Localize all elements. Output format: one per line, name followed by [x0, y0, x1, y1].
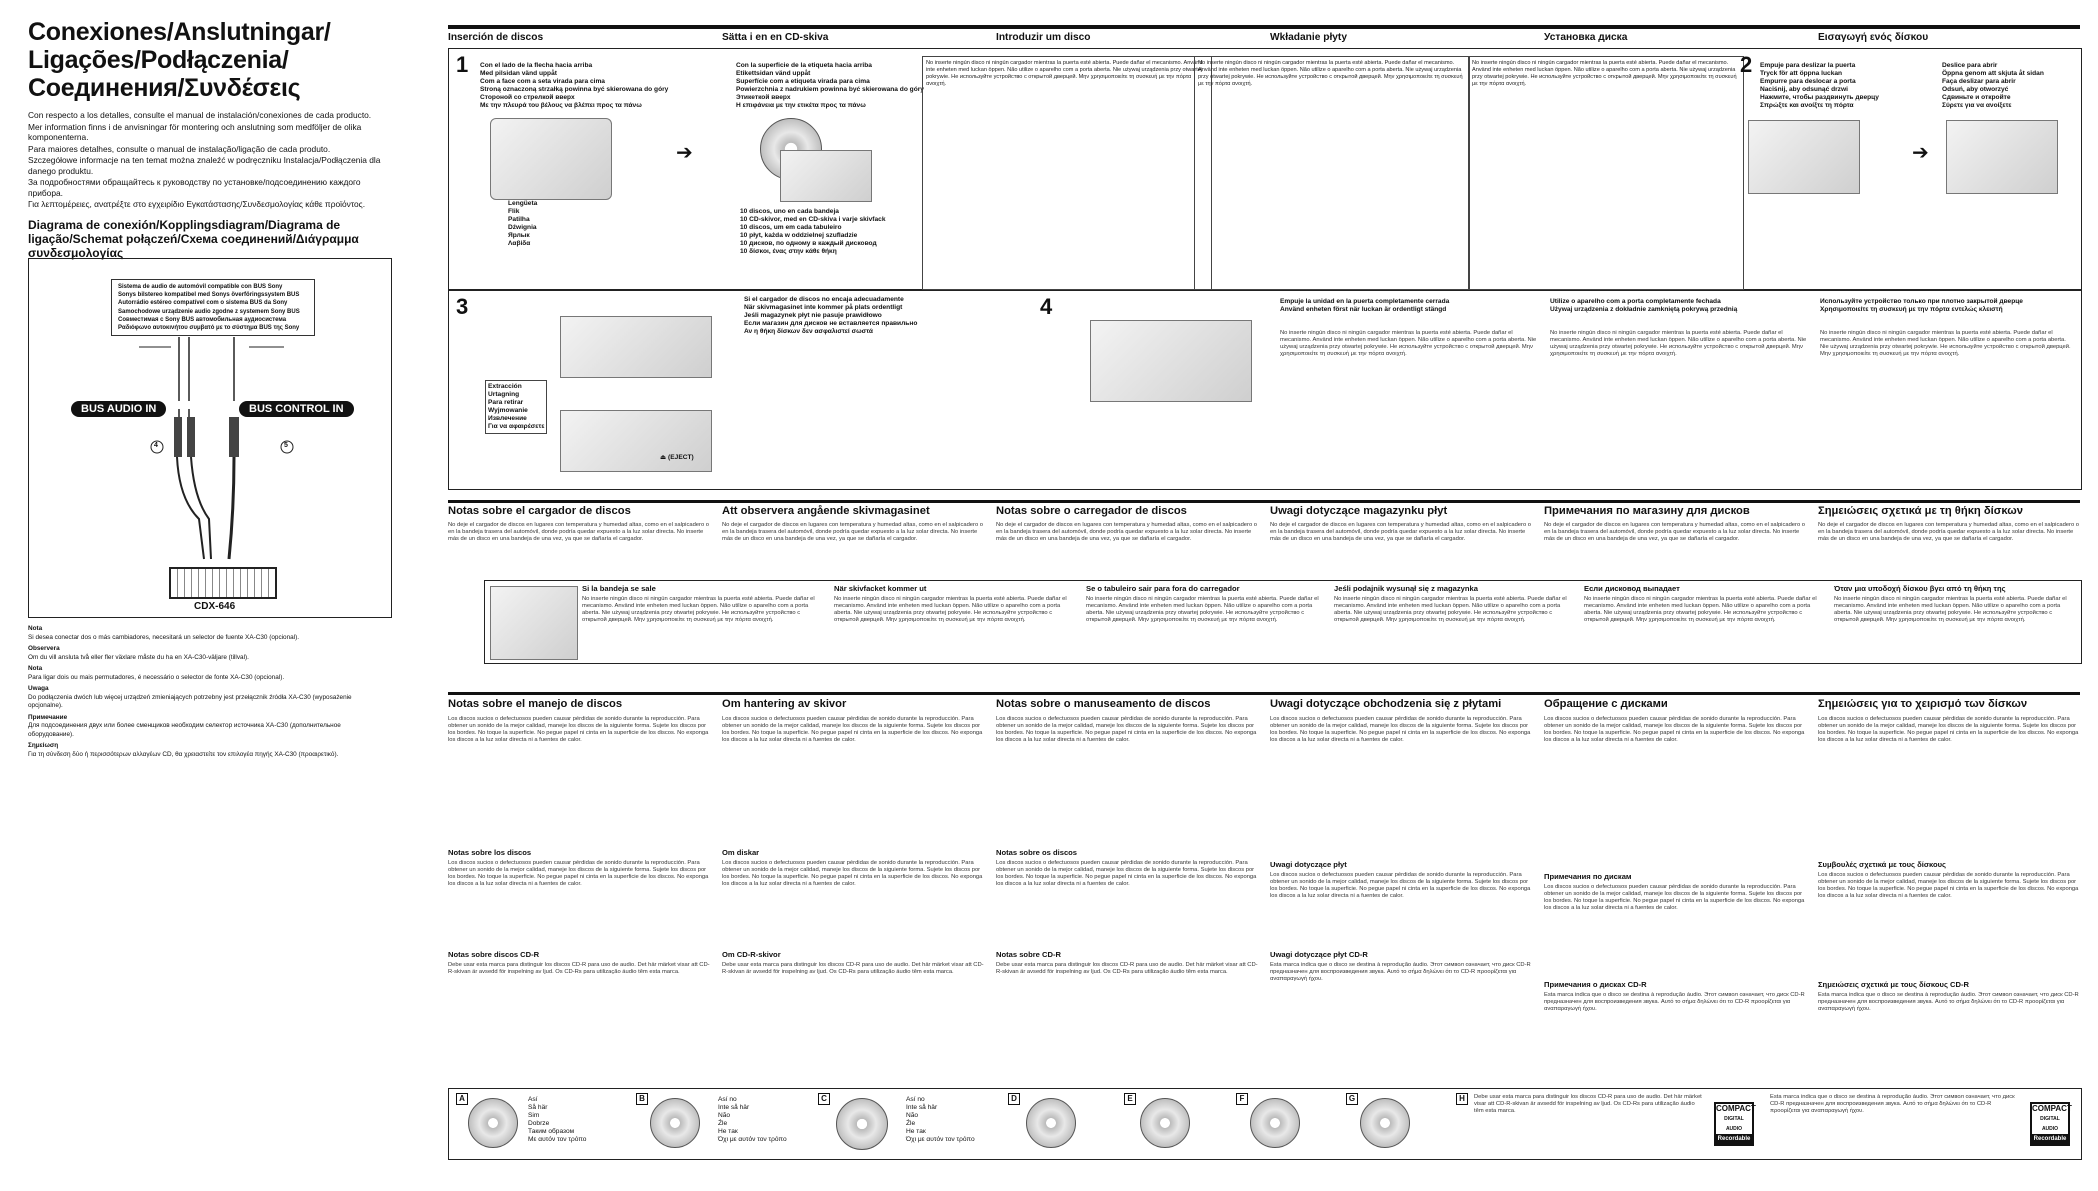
- figure-h-label: H: [1456, 1093, 1468, 1105]
- tray-head-el: Όταν μια υποδοχή δίσκου βγει από τη θήκη της: [1834, 584, 2006, 593]
- magazine-fit-line: När skivmagasinet inte kommer på plats ordentligt: [744, 304, 903, 311]
- step-3-number: 3: [456, 294, 469, 319]
- cd-changer-unit: [169, 567, 277, 599]
- intro-ru: За подробностями обращайтесь к руководству по установке/подсоединению каждого прибора.: [28, 177, 361, 198]
- tray-head-es: Si la bandeja se sale: [582, 584, 656, 593]
- yes-line: Sim: [528, 1112, 540, 1119]
- handling-text: Los discos sucios o defectuosos pueden causar pérdidas de sonido durante la reproducción. Para obtener un sonido de la mejor calidad, maneje los discos de la siguiente forma. Sujete los discos por los bordes. No toque la superficie. No pegue papel ni cinta en la superficie de los discos. No exponga los discos a la luz solar directa ni a fuentes de calor.: [996, 716, 1257, 744]
- discs-subhead: Notas sobre los discos: [448, 848, 532, 857]
- figure-d-label: D: [1008, 1093, 1020, 1105]
- compat-line: Autorrádio estéreo compatível com o sistema BUS da Sony: [118, 300, 288, 307]
- tray-head-pt: Se o tabuleiro sair para fora do carregador: [1086, 584, 1240, 593]
- intro-el: Για λεπτομέρειες, ανατρέξτε στο εγχειρίδιο Εγκατάστασης/Συνδεσμολογίας κάθε προϊόντος.: [28, 199, 366, 209]
- handling-text: Los discos sucios o defectuosos pueden causar pérdidas de sonido durante la reproducción. Para obtener un sonido de la mejor calidad, maneje los discos de la siguiente forma. Sujete los discos por los bordes. No toque la superficie. No pegue papel ni cinta en la superficie de los discos. No exponga los discos a la luz solar directa ni a fuentes de calor.: [448, 716, 709, 744]
- tray-text: No inserte ningún disco ni ningún cargador mientras la puerta esté abierta. Puede dañar el mecanismo. Använd inte enheten med luckan öppen. Não utilize o aparelho com a porta aberta. Nie używaj urządzenia przy otwartej pokrywie. Не используйте устройство с открытой дверцей. Μην χρησιμοποιείτε τη συσκευή με την πόρτα ανοιχτή.: [834, 596, 1067, 624]
- diagram-title: Diagrama de conexión/Kopplingsdiagram/Diagrama de ligação/Schemat połączeń/Схема соединений/Διάγραμμα συνδεσμολογίας: [28, 217, 359, 260]
- cdr-subhead: Notas sobre CD-R: [996, 950, 1061, 959]
- notes-text: No inserte ningún disco ni ningún cargador mientras la puerta esté abierta. Puede dañar el mecanismo. Använd inte enheten med luckan öppen. Não utilize o aparelho com a porta aberta. Nie używaj urządzenia przy otwartej pokrywie. Не используйте устройство с открытой дверцей. Μην χρησιμοποιείτε τη συσκευή με την πόρτα ανοιχτή.: [926, 60, 1203, 87]
- no-line: Όχι με αυτόν τον τρόπο: [906, 1136, 975, 1143]
- figure-a-label: A: [456, 1093, 468, 1105]
- note-text: Om du vill ansluta två eller fler växlare måste du ha en XA-C30-väljare (tillval).: [28, 653, 249, 661]
- section-rule: [448, 692, 2080, 695]
- left-notes: [28, 622, 383, 759]
- note-heading: Примечание: [28, 713, 68, 721]
- note-heading: Uwaga: [28, 685, 49, 692]
- extraction-line: Urtagning: [488, 391, 520, 398]
- yes-line: Así: [528, 1096, 538, 1103]
- door-line: Empuje para deslizar la puerta: [1760, 62, 1856, 69]
- magazine-head-pl: Uwagi dotyczące magazynku płyt: [1270, 505, 1448, 517]
- title-line: Ligações/Podłączenia/: [28, 46, 289, 74]
- note-text: Si desea conectar dos o más cambiadores, necesitará un selector de fuente XA-C30 (opcional).: [28, 633, 300, 641]
- step1-line: Με την πλευρά του βέλους να βλέπει προς τα πάνω: [480, 102, 642, 109]
- label-side-line: Η επιφάνεια με την ετικέτα προς τα πάνω: [736, 102, 866, 109]
- no-line: Inte så här: [906, 1104, 938, 1111]
- handling-head-ru: Обращение с дисками: [1544, 698, 1668, 710]
- step1-line: Стороной со стрелкой вверх: [480, 94, 575, 101]
- arrow-right-icon: ➔: [676, 142, 693, 164]
- bus-control-in-label: BUS CONTROL IN: [239, 401, 354, 417]
- disc-e-illustration: [1140, 1098, 1190, 1148]
- extraction-line: Για να αφαιρέσετε: [488, 423, 545, 430]
- arrow-right-icon: ➔: [1912, 142, 1929, 164]
- compat-line: Sistema de audio de automóvil compatible con BUS Sony: [118, 284, 283, 290]
- cdr-text: Debe usar esta marca para distinguir los discos CD-R para uso de audio. Det här märket visar att CD-R-skivan är avsedd för inspelning av ljud. Os CD-Rs para utilização áudio têm esta marca.: [448, 962, 710, 976]
- figure-c-label: C: [818, 1093, 830, 1105]
- intro-sv: Mer information finns i de anvisningar för montering och anslutning som medföljer de olika komponenterna.: [28, 121, 362, 142]
- left-column: [28, 18, 388, 260]
- extraction-line: Para retirar: [488, 399, 524, 406]
- tray-text: No inserte ningún disco ni ningún cargador mientras la puerta esté abierta. Puede dañar el mecanismo. Använd inte enheten med luckan öppen. Não utilize o aparelho com a porta aberta. Nie używaj urządzenia przy otwartej pokrywie. Не используйте устройство с открытой дверцей. Μην χρησιμοποιείτε τη συσκευή με την πόρτα ανοιχτή.: [1086, 596, 1319, 624]
- door-line: Σπρώξτε και ανοίξτε τη πόρτα: [1760, 102, 1854, 109]
- unit-insert-magazine-illustration: [560, 316, 712, 378]
- unit-eject-illustration: [560, 410, 712, 472]
- discs-text: Los discos sucios o defectuosos pueden causar pérdidas de sonido durante la reproducción. Para obtener un sonido de la mejor calidad, maneje los discos de la siguiente forma. Sujete los discos por los bordes. No toque la superficie. No pegue papel ni cinta en la superficie de los discos. No exponga los discos a la luz solar directa ni a fuentes de calor.: [1818, 872, 2079, 900]
- note-heading: Nota: [28, 665, 43, 672]
- magazine-head-ru: Примечания по магазину для дисков: [1544, 505, 1750, 517]
- model-label: CDX-646: [194, 601, 236, 612]
- header-insert-pt: Introduzir um disco: [996, 32, 1091, 43]
- label-side-line: Etikettsidan vänd uppåt: [736, 70, 811, 77]
- discs-text: Los discos sucios o defectuosos pueden causar pérdidas de sonido durante la reproducción. Para obtener un sonido de la mejor calidad, maneje los discos de la siguiente forma. Sujete los discos por los bordes. No toque la superficie. No pegue papel ni cinta en la superficie de los discos. No exponga los discos a la luz solar directa ni a fuentes de calor.: [996, 860, 1257, 888]
- cdr-subhead: Примечания о дисках CD-R: [1544, 980, 1647, 989]
- tab-label: Ярлык: [508, 232, 530, 239]
- intro-text: [28, 110, 388, 210]
- step-1-number: 1: [456, 52, 469, 77]
- header-insert-el: Εισαγωγή ενός δίσκου: [1818, 32, 1929, 43]
- disc-count-line: 10 дисков, по одному в каждый дисковод: [740, 240, 877, 247]
- tab-label: Flik: [508, 208, 520, 215]
- disc-count-lines: [740, 208, 886, 256]
- disc-count-line: 10 CD-skivor, med en CD-skiva i varje skivfack: [740, 216, 886, 223]
- magazine-open-illustration: [780, 150, 872, 202]
- step4-head: Używaj urządzenia z dokładnie zamkniętą pokrywą przednią: [1550, 306, 1738, 313]
- no-lines: [718, 1096, 787, 1144]
- step4-head: Используйте устройство только при плотно закрытой дверце: [1820, 298, 2023, 305]
- no-line: Não: [906, 1112, 919, 1119]
- note-text: Do podłączenia dwóch lub więcej urządzeń zmieniających potrzebny jest przełącznik źródła XA-C30 (wyposażenie opcjonalne).: [28, 693, 352, 709]
- unit-door-open-illustration: [1946, 120, 2058, 194]
- magazine-fit-lines: [744, 296, 917, 336]
- bus-audio-in-label: BUS AUDIO IN: [71, 401, 166, 417]
- note-text: Para ligar dois ou mais permutadores, é necessário o selector de fonte XA-C30 (opcional).: [28, 673, 285, 681]
- cdr-text: Esta marca indica que o disco se destina à reprodução áudio. Этот символ означает, что диск CD-R предназначен для воспроизведения звука. Αυτό το σήμα δηλώνει ότι το CD-R προορίζεται για αναπαραγωγή ήχου.: [1544, 992, 1805, 1013]
- disc-g-illustration: [1360, 1098, 1410, 1148]
- yes-line: Таким образом: [528, 1128, 575, 1135]
- no-line: Не так: [718, 1128, 738, 1135]
- note-text: Для подсоединения двух или более сменщиков необходим селектор источника XA-C30 (дополнительное оборудование).: [28, 722, 341, 738]
- intro-es: Con respecto a los detalles, consulte el manual de instalación/conexiones de cada producto.: [28, 110, 372, 120]
- cdr-mark-text: Debe usar esta marca para distinguir los discos CD-R para uso de audio. Det här märket visar att CD-R-skivan är avsedd för inspelning av ljud. Os CD-Rs para utilização áudio têm esta marca.: [1474, 1094, 1702, 1115]
- tab-label: Λαβίδα: [508, 240, 531, 247]
- no-lines-2: [906, 1096, 975, 1144]
- no-line: Źle: [906, 1120, 916, 1127]
- magazine-text: No deje el cargador de discos en lugares con temperatura y humedad altas, como en el salpicadero o en la bandeja trasera del automóvil, donde podría quedar expuesto a la luz solar directa. No inserte más de un disco en una bandeja de una vez, ya que se dañaría el cargador.: [1270, 522, 1532, 543]
- notes-box-ru: [1468, 56, 1744, 290]
- cdr-mark-text: Esta marca indica que o disco se destina à reprodução áudio. Этот символ означает, что диск CD-R предназначен для воспроизведения звука. Αυτό το σήμα δηλώνει ότι το CD-R προορίζεται για αναπαραγωγή ήχου.: [1770, 1094, 2015, 1115]
- disc-f-illustration: [1250, 1098, 1300, 1148]
- label-side-line: Con la superficie de la etiqueta hacia arriba: [736, 62, 872, 69]
- handling-head-el: Σημειώσεις για το χειρισμό των δίσκων: [1818, 698, 2028, 710]
- magazine-head-pt: Notas sobre o carregador de discos: [996, 505, 1187, 517]
- compat-line: Samochodowe urządzenie audio zgodne z systemem Sony BUS: [118, 308, 300, 315]
- intro-pl: Szczegółowe informacje na ten temat można znaleźć w podręczniku Instalacja/Podłączenia dla danego produktu.: [28, 155, 381, 176]
- step-4-number: 4: [1040, 294, 1053, 319]
- door-close-line: Σύρετε για να ανοίξετε: [1942, 102, 2012, 109]
- intro-pt: Para maiores detalhes, consulte o manual de instalação/ligação de cada produto.: [28, 143, 331, 154]
- handling-text: Los discos sucios o defectuosos pueden causar pérdidas de sonido durante la reproducción. Para obtener un sonido de la mejor calidad, maneje los discos de la siguiente forma. Sujete los discos por los bordes. No toque la superficie. No pegue papel ni cinta en la superficie de los discos. No exponga los discos a la luz solar directa ni a fuentes de calor.: [1818, 716, 2079, 744]
- handling-head-es: Notas sobre el manejo de discos: [448, 698, 623, 710]
- figure-g-label: G: [1346, 1093, 1358, 1105]
- compat-line: Совместимая с Sony BUS автомобильная аудиосистема: [118, 316, 287, 323]
- discs-subhead: Примечания по дискам: [1544, 872, 1632, 881]
- no-line: Não: [718, 1112, 731, 1119]
- cable-drawing: [29, 259, 391, 617]
- cdr-subhead: Notas sobre discos CD-R: [448, 950, 540, 959]
- step4-head: Använd enheten först när luckan är ordentligt stängd: [1280, 306, 1447, 313]
- cdr-text: Esta marca indica que o disco se destina à reprodução áudio. Этот символ означает, что диск CD-R предназначен для воспроизведения звука. Αυτό το σήμα δηλώνει ότι το CD-R προορίζεται για αναπαραγωγή ήχου.: [1818, 992, 2079, 1013]
- magazine-fit-line: Αν η θήκη δίσκων δεν ασφαλιστεί σωστά: [744, 328, 873, 335]
- header-insert-es: Inserción de discos: [448, 32, 544, 43]
- disc-tape-illustration: [836, 1098, 888, 1150]
- tray-text: No inserte ningún disco ni ningún cargador mientras la puerta esté abierta. Puede dañar el mecanismo. Använd inte enheten med luckan öppen. Não utilize o aparelho com a porta aberta. Nie używaj urządzenia przy otwartej pokrywie. Не используйте устройство с открытой дверцей. Μην χρησιμοποιείτε τη συσκευή με την πόρτα ανοιχτή.: [1334, 596, 1567, 624]
- magazine-text: No deje el cargador de discos en lugares con temperatura y humedad altas, como en el salpicadero o en la bandeja trasera del automóvil, donde podría quedar expuesto a la luz solar directa. No inserte más de un disco en una bandeja de una vez, ya que se dañaría el cargador.: [722, 522, 984, 543]
- disc-wrong-hold-illustration: [650, 1098, 700, 1148]
- door-close-lines: [1942, 62, 2044, 110]
- magazine-illustration: [490, 118, 612, 200]
- step4-head: Χρησιμοποιείτε τη συσκευή με την πόρτα εντελώς κλειστή: [1820, 306, 2003, 313]
- cdr-text: Esta marca indica que o disco se destina à reprodução áudio. Этот символ означает, что диск CD-R предназначен для воспроизведения звука. Αυτό το σήμα δηλώνει ότι το CD-R προορίζεται για αναπαραγωγή ήχου.: [1270, 962, 1531, 983]
- notes-text: No inserte ningún disco ni ningún cargador mientras la puerta esté abierta. Puede dañar el mecanismo. Använd inte enheten med luckan öppen. Não utilize o aparelho com a porta aberta. Nie używaj urządzenia przy otwartej pokrywie. Не используйте устройство с открытой дверцей. Μην χρησιμοποιείτε τη συσκευή με την πόρτα ανοιχτή.: [1198, 60, 1463, 87]
- disc-count-line: 10 δίσκοι, ένας στην κάθε θήκη: [740, 248, 837, 255]
- header-insert-ru: Установка диска: [1544, 32, 1628, 43]
- tab-label: Lengüeta: [508, 200, 538, 207]
- cdr-subhead: Uwagi dotyczące płyt CD-R: [1270, 950, 1368, 959]
- step4-heads-a: [1280, 298, 1449, 314]
- door-close-line: Faça deslizar para abrir: [1942, 78, 2016, 85]
- connection-diagram: [28, 258, 392, 618]
- no-line: Źle: [718, 1120, 728, 1127]
- cdr-text: Debe usar esta marca para distinguir los discos CD-R para uso de audio. Det här märket visar att CD-R-skivan är avsedd för inspelning av ljud. Os CD-Rs para utilização áudio têm esta marca.: [996, 962, 1258, 976]
- step1-lines: [480, 62, 668, 110]
- notes-box-pt: [922, 56, 1212, 290]
- tray-text: No inserte ningún disco ni ningún cargador mientras la puerta esté abierta. Puede dañar el mecanismo. Använd inte enheten med luckan öppen. Não utilize o aparelho com a porta aberta. Nie używaj urządzenia przy otwartej pokrywie. Не используйте устройство с открытой дверцей. Μην χρησιμοποιείτε τη συσκευή με την πόρτα ανοιχτή.: [1584, 596, 1817, 624]
- label-side-line: Superfície com a etiqueta virada para cima: [736, 78, 870, 85]
- door-close-line: Deslice para abrir: [1942, 62, 1998, 69]
- magazine-head-es: Notas sobre el cargador de discos: [448, 505, 631, 517]
- no-line: Inte så här: [718, 1104, 750, 1111]
- step1-line: Con el lado de la flecha hacia arriba: [480, 62, 593, 69]
- discs-text: Los discos sucios o defectuosos pueden causar pérdidas de sonido durante la reproducción. Para obtener un sonido de la mejor calidad, maneje los discos de la siguiente forma. Sujete los discos por los bordes. No toque la superficie. No pegue papel ni cinta en la superficie de los discos. No exponga los discos a la luz solar directa ni a fuentes de calor.: [448, 860, 709, 888]
- discs-text: Los discos sucios o defectuosos pueden causar pérdidas de sonido durante la reproducción. Para obtener un sonido de la mejor calidad, maneje los discos de la siguiente forma. Sujete los discos por los bordes. No toque la superficie. No pegue papel ni cinta en la superficie de los discos. No exponga los discos a la luz solar directa ni a fuentes de calor.: [1544, 884, 1805, 912]
- section-rule: [448, 500, 2080, 503]
- handling-head-pl: Uwagi dotyczące obchodzenia się z płytami: [1270, 698, 1502, 710]
- compact-disc-recordable-logo: [1714, 1102, 1754, 1146]
- label-side-lines: [736, 62, 924, 110]
- step4-head: Utilize o aparelho com a porta completamente fechada: [1550, 298, 1721, 305]
- unit-door-illustration: [1748, 120, 1860, 194]
- title-line: Соединения/Συνδέσεις: [28, 74, 301, 102]
- tray-out-illustration: [490, 586, 578, 660]
- magazine-text: No deje el cargador de discos en lugares con temperatura y humedad altas, como en el salpicadero o en la bandeja trasera del automóvil, donde podría quedar expuesto a la luz solar directa. No inserte más de un disco en una bandeja de una vez, ya que se dañaría el cargador.: [996, 522, 1258, 543]
- cdr-subhead: Σημειώσεις σχετικά με τους δίσκους CD-R: [1818, 980, 1970, 989]
- magazine-head-sv: Att observera angående skivmagasinet: [722, 505, 930, 517]
- label-side-line: Powierzchnia z nadrukiem powinna być skierowana do góry: [736, 86, 924, 93]
- figure-f-label: F: [1236, 1093, 1248, 1105]
- door-close-line: Öppna genom att skjuta åt sidan: [1942, 70, 2044, 77]
- extraction-line: Extracción: [488, 383, 522, 390]
- step4-head: Empuje la unidad en la puerta completamente cerrada: [1280, 298, 1450, 305]
- note-heading: Σημείωση: [28, 742, 59, 749]
- header-insert-pl: Wkładanie płyty: [1270, 32, 1347, 43]
- disc-d-illustration: [1026, 1098, 1076, 1148]
- figure-b-label: B: [636, 1093, 648, 1105]
- header-insert-sv: Sätta i en en CD-skiva: [722, 32, 829, 43]
- extraction-line: Извлечение: [488, 415, 527, 422]
- yes-line: Dobrze: [528, 1120, 550, 1127]
- no-line: Όχι με αυτόν τον τρόπο: [718, 1136, 787, 1143]
- page-title: [28, 18, 388, 102]
- tab-label: Patilha: [508, 216, 530, 223]
- yes-line: Så här: [528, 1104, 548, 1111]
- logo-line: COMPACT: [1716, 1104, 1756, 1113]
- unit-closed-door-illustration: [1090, 320, 1252, 402]
- magazine-text: No deje el cargador de discos en lugares con temperatura y humedad altas, como en el salpicadero o en la bandeja trasera del automóvil, donde podría quedar expuesto a la luz solar directa. No inserte más de un disco en una bandeja de una vez, ya que se dañaría el cargador.: [1818, 522, 2080, 543]
- magazine-text: No deje el cargador de discos en lugares con temperatura y humedad altas, como en el salpicadero o en la bandeja trasera del automóvil, donde podría quedar expuesto a la luz solar directa. No inserte más de un disco en una bandeja de una vez, ya que se dañaría el cargador.: [1544, 522, 1806, 543]
- disc-hold-illustration: [468, 1098, 518, 1148]
- figure-e-label: E: [1124, 1093, 1136, 1105]
- discs-subhead: Συμβουλές σχετικά με τους δίσκους: [1818, 860, 1947, 869]
- handling-head-sv: Om hantering av skivor: [722, 698, 847, 710]
- no-line: Не так: [906, 1128, 926, 1135]
- door-close-line: Сдвиньте и откройте: [1942, 94, 2011, 101]
- logo-line: DIGITAL AUDIO: [2040, 1116, 2060, 1132]
- handling-head-pt: Notas sobre o manuseamento de discos: [996, 698, 1211, 710]
- magazine-fit-line: Если магазин для дисков не вставляется правильно: [744, 320, 918, 327]
- notes-text: No inserte ningún disco ni ningún cargador mientras la puerta esté abierta. Puede dañar el mecanismo. Använd inte enheten med luckan öppen. Não utilize o aparelho com a porta aberta. Nie używaj urządzenia przy otwartej pokrywie. Не используйте устройство с открытой дверцей. Μην χρησιμοποιείτε τη συσκευή με την πόρτα ανοιχτή.: [1472, 60, 1737, 87]
- step1-line: Med pilsidan vänd uppåt: [480, 70, 557, 77]
- step4-body: No inserte ningún disco ni ningún cargador mientras la puerta esté abierta. Puede dañar el mecanismo. Använd inte enheten med luckan öppen. Não utilize o aparelho com a porta aberta. Nie używaj urządzenia przy otwartej pokrywie. Не используйте устройство с открытой дверцей. Μην χρησιμοποιείτε τη συσκευή με την πόρτα ανοιχτή.: [1820, 330, 2071, 358]
- discs-subhead: Uwagi dotyczące płyt: [1270, 860, 1347, 869]
- cdr-text: Debe usar esta marca para distinguir los discos CD-R para uso de audio. Det här märket visar att CD-R-skivan är avsedd för inspelning av ljud. Os CD-Rs para utilização áudio têm esta marca.: [722, 962, 984, 976]
- note-heading: Observera: [28, 645, 60, 652]
- discs-text: Los discos sucios o defectuosos pueden causar pérdidas de sonido durante la reproducción. Para obtener un sonido de la mejor calidad, maneje los discos de la siguiente forma. Sujete los discos por los bordes. No toque la superficie. No pegue papel ni cinta en la superficie de los discos. No exponga los discos a la luz solar directa ni a fuentes de calor.: [1270, 872, 1531, 900]
- magazine-text: No deje el cargador de discos en lugares con temperatura y humedad altas, como en el salpicadero o en la bandeja trasera del automóvil, donde podría quedar expuesto a la luz solar directa. No inserte más de un disco en una bandeja de una vez, ya que se dañaría el cargador.: [448, 522, 710, 543]
- eject-button-label[interactable]: ⏏ (EJECT): [660, 454, 694, 461]
- step1-line: Stroną oznaczoną strzałką powinna być skierowana do góry: [480, 86, 669, 93]
- handling-text: Los discos sucios o defectuosos pueden causar pérdidas de sonido durante la reproducción. Para obtener un sonido de la mejor calidad, maneje los discos de la siguiente forma. Sujete los discos por los bordes. No toque la superficie. No pegue papel ni cinta en la superficie de los discos. No exponga los discos a la luz solar directa ni a fuentes de calor.: [1544, 716, 1805, 744]
- step4-heads-b: [1550, 298, 1737, 314]
- magazine-head-el: Σημειώσεις σχετικά με τη θήκη δίσκων: [1818, 505, 2023, 517]
- yes-line: Με αυτόν τον τρόπο: [528, 1136, 587, 1143]
- step4-heads-c: [1820, 298, 2023, 314]
- step1-line: Com a face com a seta virada para cima: [480, 78, 605, 85]
- discs-text: Los discos sucios o defectuosos pueden causar pérdidas de sonido durante la reproducción. Para obtener un sonido de la mejor calidad, maneje los discos de la siguiente forma. Sujete los discos por los bordes. No toque la superficie. No pegue papel ni cinta en la superficie de los discos. No exponga los discos a la luz solar directa ni a fuentes de calor.: [722, 860, 983, 888]
- tab-label-stack: [508, 200, 537, 248]
- disc-count-line: 10 discos, uno en cada bandeja: [740, 208, 839, 215]
- title-line: Conexiones/Anslutningar/: [28, 18, 331, 46]
- extraction-lines: [485, 380, 547, 434]
- header-rule: [448, 25, 2080, 29]
- tray-head-ru: Если дисковод выпадает: [1584, 584, 1680, 593]
- tray-head-sv: När skivfacket kommer ut: [834, 584, 927, 593]
- tray-text: No inserte ningún disco ni ningún cargador mientras la puerta esté abierta. Puede dañar el mecanismo. Använd inte enheten med luckan öppen. Não utilize o aparelho com a porta aberta. Nie używaj urządzenia przy otwartej pokrywie. Не используйте устройство с открытой дверцей. Μην χρησιμοποιείτε τη συσκευή με την πόρτα ανοιχτή.: [582, 596, 815, 624]
- extraction-line: Wyjmowanie: [488, 407, 528, 414]
- note-heading: Nota: [28, 625, 43, 632]
- cdr-subhead: Om CD-R-skivor: [722, 950, 781, 959]
- magazine-fit-line: Jeśli magazynek płyt nie pasuje prawidłowo: [744, 312, 882, 319]
- door-close-line: Odsuń, aby otworzyć: [1942, 86, 2009, 93]
- tray-head-pl: Jeśli podajnik wysunął się z magazynka: [1334, 584, 1478, 593]
- logo-line: Recordable: [1717, 1136, 1751, 1142]
- door-line: Empurre para deslocar a porta: [1760, 78, 1856, 85]
- handling-text: Los discos sucios o defectuosos pueden causar pérdidas de sonido durante la reproducción. Para obtener un sonido de la mejor calidad, maneje los discos de la siguiente forma. Sujete los discos por los bordes. No toque la superficie. No pegue papel ni cinta en la superficie de los discos. No exponga los discos a la luz solar directa ni a fuentes de calor.: [1270, 716, 1531, 744]
- note-text: Για τη σύνδεση δύο ή περισσότερων αλλαγέων CD, θα χρειαστείτε τον επιλογέα πηγής XA-C30 (προαιρετικό).: [28, 750, 339, 758]
- step-2-number: 2: [1740, 52, 1753, 77]
- callout-5: 5: [284, 442, 288, 449]
- disc-count-line: 10 płyt, każda w oddzielnej szufladzie: [740, 232, 858, 239]
- compact-disc-recordable-logo: [2030, 1102, 2070, 1146]
- step4-body: No inserte ningún disco ni ningún cargador mientras la puerta esté abierta. Puede dañar el mecanismo. Använd inte enheten med luckan öppen. Não utilize o aparelho com a porta aberta. Nie używaj urządzenia przy otwartej pokrywie. Не используйте устройство с открытой дверцей. Μην χρησιμοποιείτε τη συσκευή με την πόρτα ανοιχτή.: [1280, 330, 1537, 358]
- door-line: Tryck för att öppna luckan: [1760, 70, 1843, 77]
- magazine-fit-line: Si el cargador de discos no encaja adecuadamente: [744, 296, 904, 303]
- discs-subhead: Om diskar: [722, 848, 760, 857]
- notes-box-pl: [1194, 56, 1470, 290]
- door-line: Нажмите, чтобы раздвинуть дверцу: [1760, 94, 1879, 101]
- no-line: Así no: [906, 1096, 925, 1103]
- discs-subhead: Notas sobre os discos: [996, 848, 1078, 857]
- label-side-line: Этикеткой вверх: [736, 94, 791, 101]
- tray-text: No inserte ningún disco ni ningún cargador mientras la puerta esté abierta. Puede dañar el mecanismo. Använd inte enheten med luckan öppen. Não utilize o aparelho com a porta aberta. Nie używaj urządzenia przy otwartej pokrywie. Не используйте устройство с открытой дверцей. Μην χρησιμοποιείτε τη συσκευή με την πόρτα ανοιχτή.: [1834, 596, 2067, 624]
- compat-line: Ραδιόφωνο αυτοκινήτου συμβατό με το σύστημα BUS της Sony: [118, 325, 300, 332]
- tab-label: Dźwignia: [508, 224, 537, 231]
- door-line: Naciśnij, aby odsunąć drzwi: [1760, 86, 1848, 93]
- callout-4: 4: [154, 442, 158, 449]
- no-line: Así no: [718, 1096, 737, 1103]
- handling-text: Los discos sucios o defectuosos pueden causar pérdidas de sonido durante la reproducción. Para obtener un sonido de la mejor calidad, maneje los discos de la siguiente forma. Sujete los discos por los bordes. No toque la superficie. No pegue papel ni cinta en la superficie de los discos. No exponga los discos a la luz solar directa ni a fuentes de calor.: [722, 716, 983, 744]
- logo-line: COMPACT: [2032, 1104, 2072, 1113]
- compat-line: Sonys bilstereo kompatibel med Sonys överföringssystem BUS: [118, 292, 300, 299]
- logo-line: Recordable: [2033, 1136, 2067, 1142]
- disc-count-line: 10 discos, um em cada tabuleiro: [740, 224, 842, 231]
- door-lines: [1760, 62, 1879, 110]
- step4-body: No inserte ningún disco ni ningún cargador mientras la puerta esté abierta. Puede dañar el mecanismo. Använd inte enheten med luckan öppen. Não utilize o aparelho com a porta aberta. Nie używaj urządzenia przy otwartej pokrywie. Не используйте устройство с открытой дверцей. Μην χρησιμοποιείτε τη συσκευή με την πόρτα ανοιχτή.: [1550, 330, 1807, 358]
- yes-lines: [528, 1096, 586, 1144]
- logo-line: DIGITAL AUDIO: [1724, 1116, 1744, 1132]
